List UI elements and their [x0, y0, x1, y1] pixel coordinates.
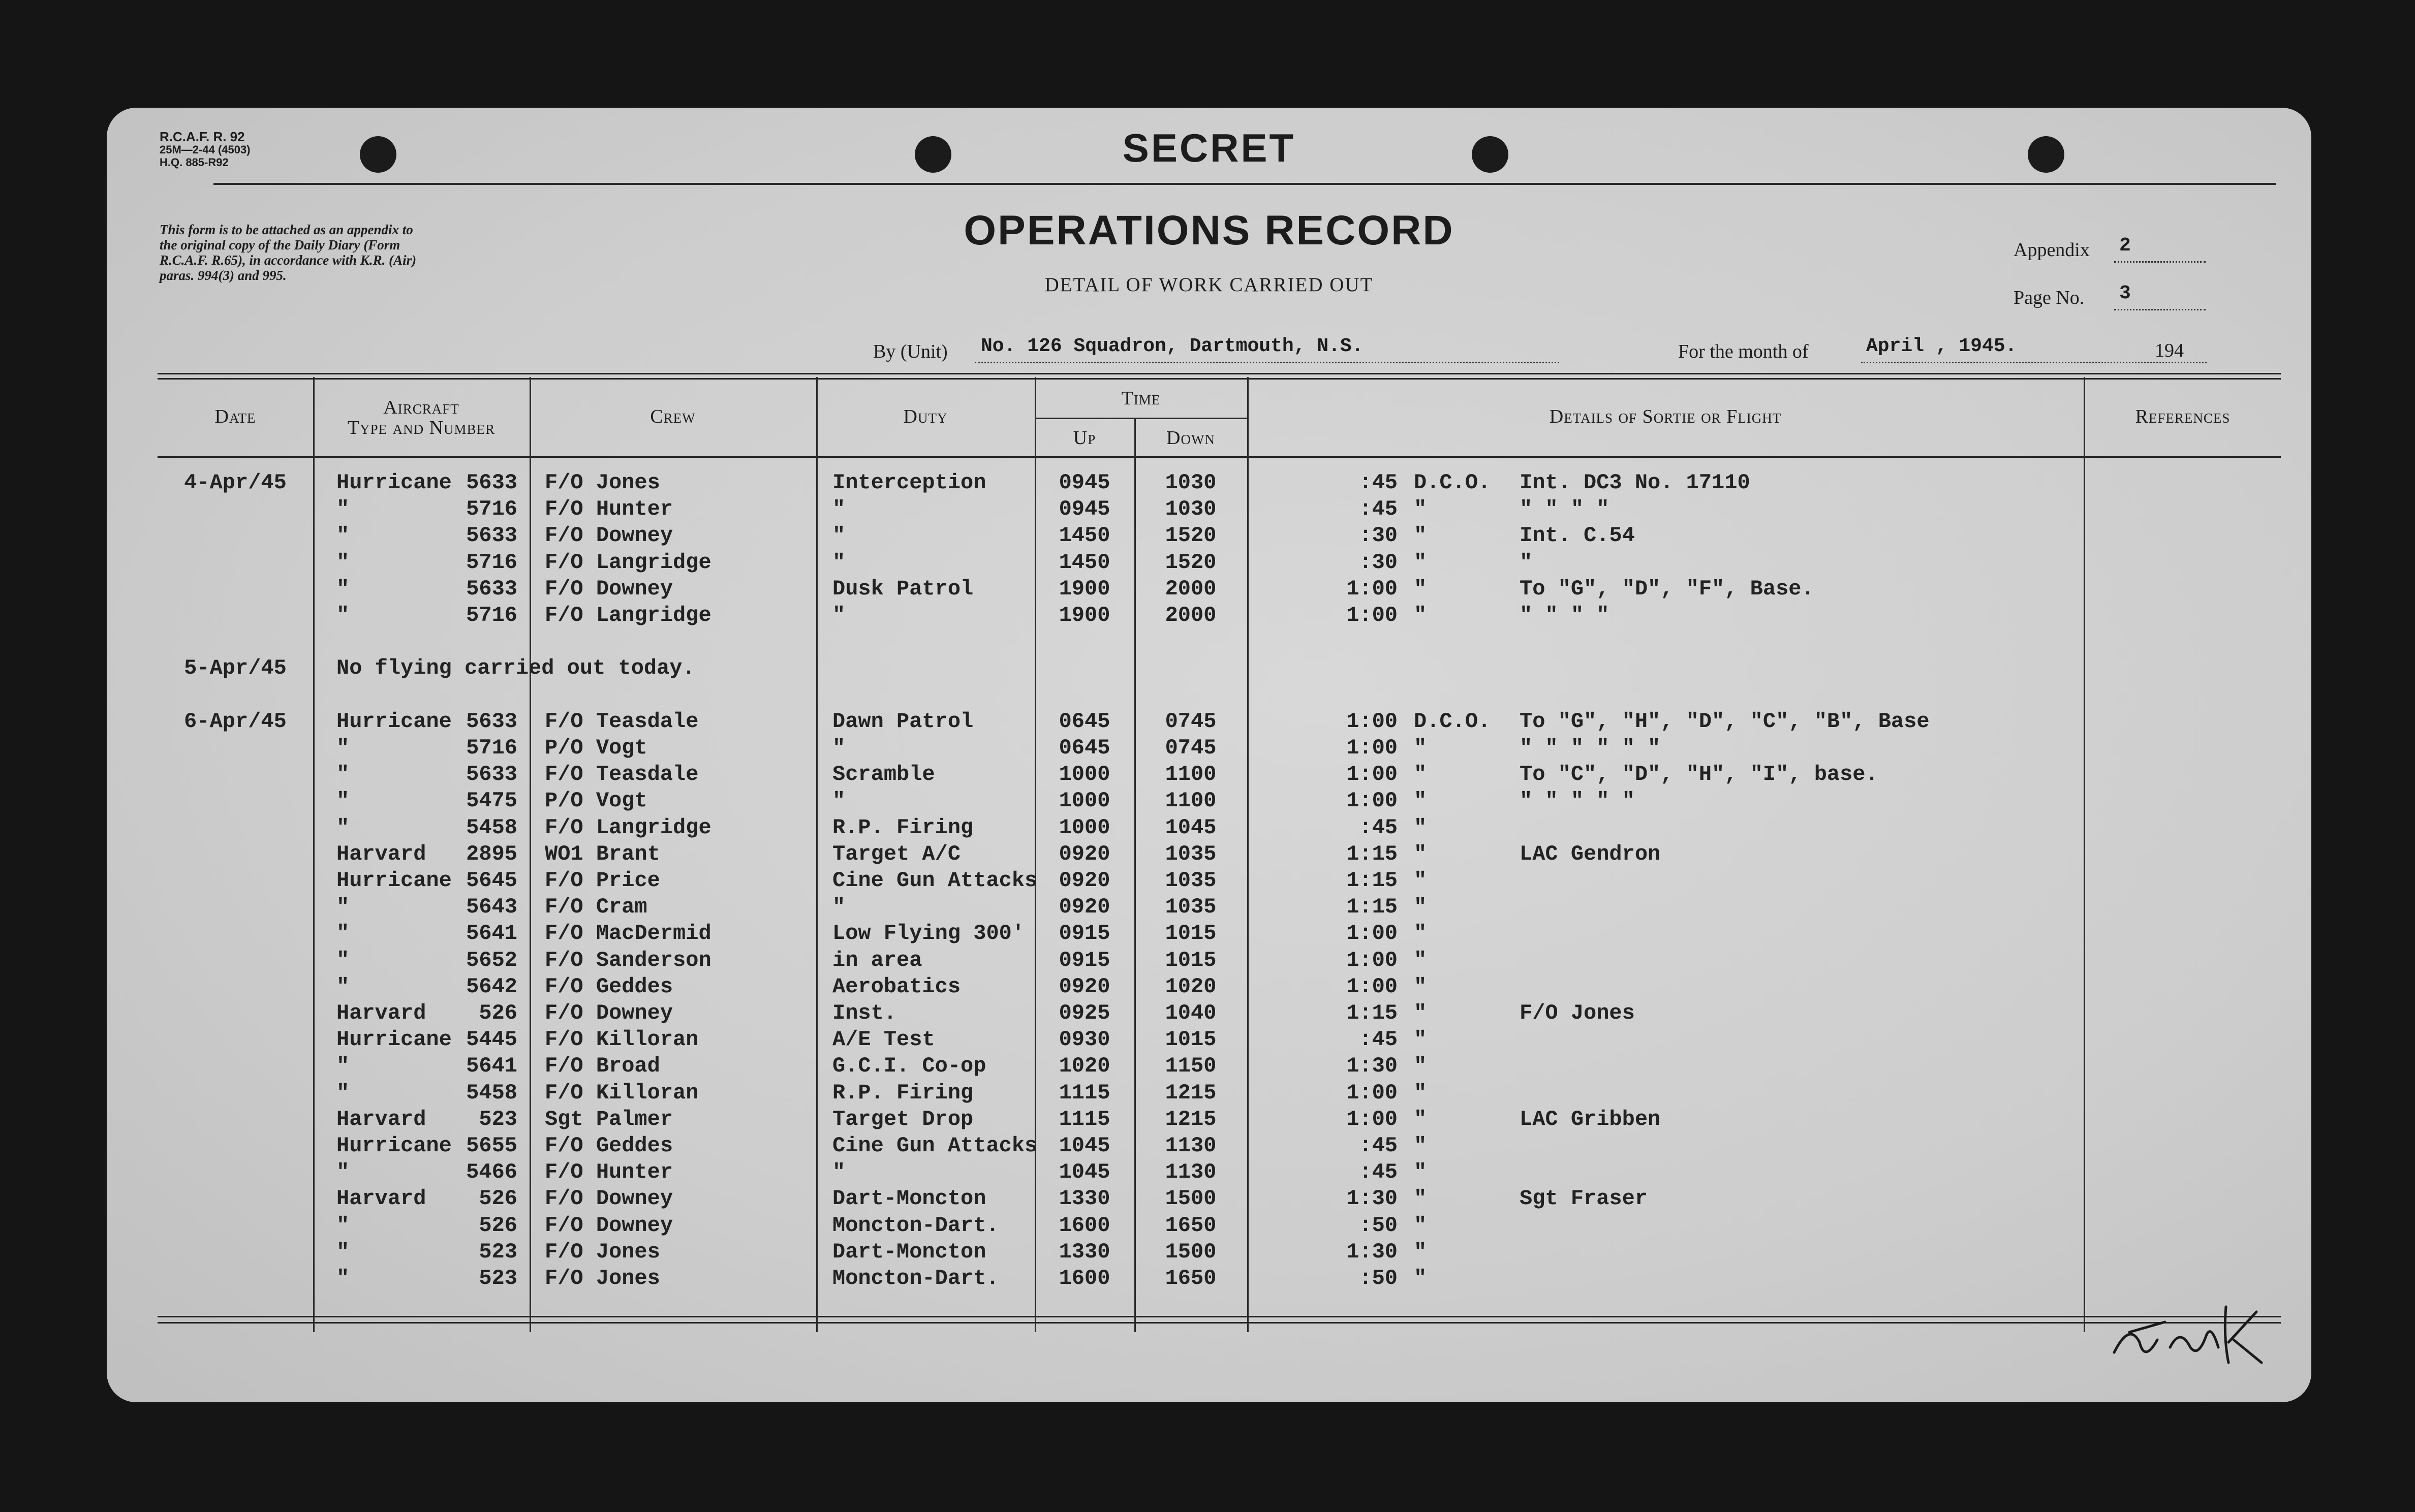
cell-duty: Moncton-Dart. [832, 1266, 999, 1290]
cell-aircraft-number: 5643 [466, 895, 517, 920]
cell-code: " [1414, 1160, 1427, 1185]
cell-aircraft-number: 523 [479, 1239, 517, 1264]
cell-duration: 1:00 [1346, 736, 1398, 760]
cell-code: " [1414, 815, 1427, 840]
cell-time-up: 0930 [1059, 1027, 1110, 1052]
cell-crew: F/O Downey [545, 523, 673, 548]
cell-aircraft-type: " [336, 895, 350, 920]
cell-crew: F/O Killoran [545, 1027, 699, 1052]
cell-crew: P/O Vogt [545, 789, 647, 813]
cell-aircraft-number: 5655 [466, 1133, 517, 1158]
cell-aircraft-number: 526 [479, 1213, 517, 1238]
cell-code: " [1414, 1186, 1427, 1211]
attach-note: This form is to be attached as an appendix to the original copy of the Daily Diary (Form R.C.A.F. R.65), in accordance with K.R. (Air) paras. 994(3) and 995. [160, 222, 417, 283]
cell-time-down: 0745 [1165, 736, 1217, 760]
cell-duty: " [832, 550, 846, 575]
classification-label: SECRET [1122, 125, 1296, 170]
cell-duration: :45 [1359, 497, 1398, 522]
page-no-label: Page No. [2014, 287, 2085, 308]
cell-aircraft-number: 2895 [466, 841, 517, 866]
cell-duty: Inst. [832, 1001, 897, 1025]
cell-code: " [1414, 1213, 1427, 1238]
cell-aircraft-number: 5633 [466, 470, 517, 495]
cell-crew: F/O Broad [545, 1054, 660, 1079]
cell-crew: F/O Langridge [545, 603, 711, 627]
cell-crew: F/O Jones [545, 1239, 660, 1264]
cell-time-up: 1600 [1059, 1213, 1110, 1238]
cell-aircraft-number: 5633 [466, 762, 517, 787]
cell-aircraft-type: " [336, 974, 350, 999]
cell-code: D.C.O. [1414, 470, 1491, 495]
header-time: Time [1121, 388, 1161, 409]
cell-time-down: 1130 [1165, 1160, 1217, 1185]
cell-duty: Target Drop [832, 1107, 974, 1131]
cell-duration: 1:15 [1346, 1001, 1398, 1025]
header-aircraft-line2: Type and Number [347, 417, 496, 438]
cell-time-up: 0915 [1059, 921, 1110, 946]
cell-aircraft-number: 5716 [466, 736, 517, 760]
cell-code: " [1414, 1239, 1427, 1264]
cell-details: F/O Jones [1520, 1001, 1635, 1025]
cell-crew: F/O Teasdale [545, 709, 699, 734]
cell-duty: Dart-Moncton [832, 1186, 986, 1211]
table-bottom-rule [158, 1316, 2281, 1317]
cell-duration: 1:00 [1346, 762, 1398, 787]
cell-code: " [1414, 948, 1427, 972]
cell-time-up: 0920 [1059, 841, 1110, 866]
header-rule [158, 378, 2281, 380]
cell-duration: 1:15 [1346, 841, 1398, 866]
cell-duty: Aerobatics [832, 974, 961, 999]
time-subheader-rule [1035, 418, 1247, 419]
cell-crew: F/O Downey [545, 1213, 673, 1238]
cell-duty: " [832, 1160, 846, 1185]
cell-duty: " [832, 497, 846, 522]
cell-details: To "C", "D", "H", "I", base. [1520, 762, 1878, 787]
cell-details: " [1520, 550, 1533, 575]
cell-duty: " [832, 603, 846, 627]
cell-aircraft-type: Harvard [336, 1186, 426, 1211]
cell-crew: F/O Jones [545, 1266, 660, 1290]
cell-aircraft-number: 5645 [466, 868, 517, 893]
cell-aircraft-type: Hurricane [336, 470, 452, 495]
cell-time-down: 1015 [1165, 921, 1217, 946]
cell-duration: 1:00 [1346, 974, 1398, 999]
cell-details: " " " " " " [1520, 736, 1661, 760]
cell-aircraft-type: " [336, 1213, 350, 1238]
cell-time-up: 1115 [1059, 1080, 1110, 1105]
cell-duty: Scramble [832, 762, 935, 787]
cell-aircraft-number: 523 [479, 1266, 517, 1290]
cell-aircraft-type: Harvard [336, 1107, 426, 1131]
cell-time-down: 1035 [1165, 868, 1217, 893]
cell-date: 4-Apr/45 [184, 470, 287, 495]
cell-duration: :30 [1359, 523, 1398, 548]
cell-aircraft-number: 523 [479, 1107, 517, 1131]
cell-aircraft-type: " [336, 921, 350, 946]
cell-aircraft-type: " [336, 497, 350, 522]
header-date: Date [214, 406, 256, 427]
dotted-line [2114, 261, 2206, 263]
cell-aircraft-type: " [336, 736, 350, 760]
cell-code: " [1414, 974, 1427, 999]
cell-time-down: 1030 [1165, 470, 1217, 495]
top-rule [213, 183, 2276, 185]
cell-time-down: 1035 [1165, 841, 1217, 866]
header-details: Details of Sortie or Flight [1549, 406, 1782, 427]
cell-crew: F/O Geddes [545, 974, 673, 999]
cell-time-down: 1650 [1165, 1266, 1217, 1290]
cell-duty: " [832, 523, 846, 548]
cell-aircraft-type: Hurricane [336, 709, 452, 734]
cell-duty: Dusk Patrol [832, 576, 974, 601]
cell-duty: Low Flying 300' [832, 921, 1025, 946]
header-aircraft [313, 397, 530, 438]
cell-duty: R.P. Firing [832, 1080, 974, 1105]
cell-time-down: 1100 [1165, 789, 1217, 813]
cell-details: " " " " [1520, 603, 1609, 627]
print-line: 25M—2-44 (4503) [160, 143, 251, 156]
cell-aircraft-type: " [336, 1160, 350, 1185]
cell-time-down: 1520 [1165, 523, 1217, 548]
cell-code: " [1414, 523, 1427, 548]
cell-code: " [1414, 1133, 1427, 1158]
cell-aircraft-number: 5716 [466, 603, 517, 627]
form-number: R.C.A.F. R. 92 [160, 129, 245, 144]
cell-time-down: 1030 [1165, 497, 1217, 522]
cell-duration: 1:00 [1346, 948, 1398, 972]
cell-details: Sgt Fraser [1520, 1186, 1648, 1211]
cell-time-up: 0920 [1059, 895, 1110, 920]
cell-time-up: 1900 [1059, 603, 1110, 627]
cell-code: D.C.O. [1414, 709, 1491, 734]
cell-aircraft-number: 5716 [466, 550, 517, 575]
cell-crew: F/O Geddes [545, 1133, 673, 1158]
cell-crew: F/O Killoran [545, 1080, 699, 1105]
cell-time-up: 1450 [1059, 550, 1110, 575]
cell-aircraft-type: " [336, 550, 350, 575]
cell-duration: 1:00 [1346, 709, 1398, 734]
cell-aircraft-number: 5633 [466, 709, 517, 734]
cell-aircraft-type: " [336, 1080, 350, 1105]
cell-duty: Cine Gun Attacks [832, 868, 1038, 893]
cell-code: " [1414, 921, 1427, 946]
cell-time-down: 1035 [1165, 895, 1217, 920]
cell-crew: F/O Cram [545, 895, 647, 920]
cell-time-up: 0925 [1059, 1001, 1110, 1025]
cell-time-down: 1500 [1165, 1239, 1217, 1264]
appendix-label: Appendix [2014, 239, 2090, 261]
cell-code: " [1414, 895, 1427, 920]
cell-time-up: 1045 [1059, 1160, 1110, 1185]
cell-duration: 1:15 [1346, 868, 1398, 893]
cell-details: " " " " " [1520, 789, 1635, 813]
cell-time-down: 1020 [1165, 974, 1217, 999]
cell-aircraft-number: 5641 [466, 1054, 517, 1079]
cell-duration: 1:00 [1346, 1107, 1398, 1131]
cell-duty: R.P. Firing [832, 815, 974, 840]
cell-duration: 1:00 [1346, 603, 1398, 627]
cell-crew: F/O Hunter [545, 1160, 673, 1185]
year-suffix: 194 [2155, 340, 2184, 361]
cell-code: " [1414, 497, 1427, 522]
cell-duty: A/E Test [832, 1027, 935, 1052]
cell-code: " [1414, 762, 1427, 787]
cell-code: " [1414, 576, 1427, 601]
column-divider [313, 377, 315, 1332]
cell-time-down: 1650 [1165, 1213, 1217, 1238]
cell-crew: F/O Price [545, 868, 660, 893]
cell-time-down: 1520 [1165, 550, 1217, 575]
cell-time-up: 1600 [1059, 1266, 1110, 1290]
cell-aircraft-type: " [336, 948, 350, 972]
cell-date: 6-Apr/45 [184, 709, 287, 734]
cell-time-down: 0745 [1165, 709, 1217, 734]
cell-code: " [1414, 550, 1427, 575]
page-title: OPERATIONS RECORD [964, 207, 1454, 254]
cell-duty: Cine Gun Attacks [832, 1133, 1038, 1158]
dotted-line [1861, 362, 2207, 363]
cell-details: LAC Gendron [1520, 841, 1661, 866]
cell-time-up: 0645 [1059, 709, 1110, 734]
header-crew: Crew [650, 406, 696, 427]
cell-duration: 1:30 [1346, 1239, 1398, 1264]
cell-crew: F/O Langridge [545, 550, 711, 575]
cell-crew: F/O Jones [545, 470, 660, 495]
cell-details: Int. DC3 No. 17110 [1520, 470, 1750, 495]
cell-time-down: 1040 [1165, 1001, 1217, 1025]
cell-code: " [1414, 1266, 1427, 1290]
cell-time-down: 1015 [1165, 1027, 1217, 1052]
cell-aircraft-number: 5458 [466, 1080, 517, 1105]
cell-time-up: 1020 [1059, 1054, 1110, 1079]
header-time-up: Up [1073, 427, 1096, 449]
cell-details: To "G", "D", "F", Base. [1520, 576, 1814, 601]
cell-duration: 1:00 [1346, 921, 1398, 946]
cell-code: " [1414, 603, 1427, 627]
cell-duration: :45 [1359, 1160, 1398, 1185]
cell-aircraft-type: Harvard [336, 1001, 426, 1025]
cell-aircraft-number: 5458 [466, 815, 517, 840]
cell-crew: Sgt Palmer [545, 1107, 673, 1131]
page-subtitle: DETAIL OF WORK CARRIED OUT [1044, 274, 1374, 296]
cell-duty: in area [832, 948, 922, 972]
cell-crew: P/O Vogt [545, 736, 647, 760]
cell-aircraft-number: 5642 [466, 974, 517, 999]
cell-aircraft-number: 5445 [466, 1027, 517, 1052]
cell-aircraft-type: " [336, 523, 350, 548]
unit-value: No. 126 Squadron, Dartmouth, N.S. [981, 335, 1364, 357]
cell-code: " [1414, 1001, 1427, 1025]
cell-duration: :50 [1359, 1213, 1398, 1238]
cell-aircraft-type: Harvard [336, 841, 426, 866]
column-divider [816, 377, 818, 1332]
cell-aircraft-number: 5466 [466, 1160, 517, 1185]
signature-mark [2109, 1292, 2272, 1368]
appendix-value: 2 [2119, 235, 2131, 257]
cell-aircraft-number: 5633 [466, 576, 517, 601]
cell-time-up: 1000 [1059, 762, 1110, 787]
page-no-value: 3 [2119, 282, 2131, 304]
cell-crew: F/O Sanderson [545, 948, 711, 972]
cell-aircraft-type: Hurricane [336, 868, 452, 893]
header-time-down: Down [1166, 427, 1215, 449]
cell-aircraft-type: " [336, 762, 350, 787]
cell-time-up: 1000 [1059, 789, 1110, 813]
cell-crew: F/O Downey [545, 1001, 673, 1025]
cell-code: " [1414, 1054, 1427, 1079]
cell-details: To "G", "H", "D", "C", "B", Base [1520, 709, 1930, 734]
cell-duration: 1:00 [1346, 789, 1398, 813]
cell-time-up: 1900 [1059, 576, 1110, 601]
cell-details: LAC Gribben [1520, 1107, 1661, 1131]
cell-time-down: 1130 [1165, 1133, 1217, 1158]
cell-crew: WO1 Brant [545, 841, 660, 866]
cell-time-up: 0645 [1059, 736, 1110, 760]
header-aircraft-line1: Aircraft [383, 397, 459, 418]
cell-code: " [1414, 868, 1427, 893]
cell-aircraft-type: " [336, 1266, 350, 1290]
cell-aircraft-type: No flying carried out today. [336, 656, 695, 681]
cell-duty: Dart-Moncton [832, 1239, 986, 1264]
cell-duty: Dawn Patrol [832, 709, 974, 734]
cell-aircraft-number: 5716 [466, 497, 517, 522]
cell-duration: 1:00 [1346, 1080, 1398, 1105]
cell-details: " " " " [1520, 497, 1609, 522]
cell-time-down: 1150 [1165, 1054, 1217, 1079]
dotted-line [2114, 309, 2206, 310]
table-bottom-rule [158, 1322, 2281, 1324]
cell-duration: 1:15 [1346, 895, 1398, 920]
header-bottom-rule [158, 456, 2281, 458]
cell-aircraft-number: 526 [479, 1186, 517, 1211]
cell-duration: :45 [1359, 470, 1398, 495]
column-divider [2084, 377, 2085, 1332]
cell-code: " [1414, 1107, 1427, 1131]
cell-time-up: 1045 [1059, 1133, 1110, 1158]
cell-duty: " [832, 895, 846, 920]
cell-time-up: 1450 [1059, 523, 1110, 548]
unit-label: By (Unit) [873, 341, 948, 362]
cell-time-down: 1045 [1165, 815, 1217, 840]
cell-time-up: 0915 [1059, 948, 1110, 972]
dotted-line [975, 362, 1559, 363]
cell-time-down: 2000 [1165, 603, 1217, 627]
cell-time-up: 0920 [1059, 974, 1110, 999]
cell-aircraft-number: 526 [479, 1001, 517, 1025]
operations-record-card [107, 108, 2311, 1402]
cell-aircraft-type: Hurricane [336, 1133, 452, 1158]
cell-code: " [1414, 1080, 1427, 1105]
print-line: H.Q. 885-R92 [160, 156, 229, 169]
cell-aircraft-type: " [336, 576, 350, 601]
cell-duration: :30 [1359, 550, 1398, 575]
cell-time-up: 1115 [1059, 1107, 1110, 1131]
cell-duty: Moncton-Dart. [832, 1213, 999, 1238]
cell-duty: " [832, 736, 846, 760]
cell-duration: :50 [1359, 1266, 1398, 1290]
cell-aircraft-number: 5652 [466, 948, 517, 972]
cell-aircraft-type: " [336, 815, 350, 840]
cell-aircraft-type: Hurricane [336, 1027, 452, 1052]
cell-aircraft-type: " [336, 1239, 350, 1264]
cell-time-down: 1500 [1165, 1186, 1217, 1211]
cell-crew: F/O Teasdale [545, 762, 699, 787]
cell-code: " [1414, 841, 1427, 866]
cell-duration: :45 [1359, 1027, 1398, 1052]
cell-time-up: 1330 [1059, 1239, 1110, 1264]
cell-aircraft-number: 5633 [466, 523, 517, 548]
cell-aircraft-type: " [336, 789, 350, 813]
column-divider [530, 377, 531, 1332]
cell-date: 5-Apr/45 [184, 656, 287, 681]
cell-duty: Interception [832, 470, 986, 495]
cell-crew: F/O Downey [545, 1186, 673, 1211]
cell-code: " [1414, 789, 1427, 813]
cell-code: " [1414, 736, 1427, 760]
header-references: References [2135, 406, 2231, 427]
cell-duration: 1:30 [1346, 1186, 1398, 1211]
cell-time-up: 0945 [1059, 497, 1110, 522]
cell-time-up: 0920 [1059, 868, 1110, 893]
cell-aircraft-number: 5475 [466, 789, 517, 813]
cell-duty: " [832, 789, 846, 813]
cell-crew: F/O Langridge [545, 815, 711, 840]
cell-aircraft-type: " [336, 603, 350, 627]
cell-time-up: 1330 [1059, 1186, 1110, 1211]
cell-time-down: 2000 [1165, 576, 1217, 601]
cell-details: Int. C.54 [1520, 523, 1635, 548]
cell-time-down: 1215 [1165, 1107, 1217, 1131]
month-value: April , 1945. [1866, 335, 2017, 357]
cell-duration: :45 [1359, 815, 1398, 840]
cell-time-down: 1100 [1165, 762, 1217, 787]
column-divider [1247, 377, 1249, 1332]
cell-aircraft-type: " [336, 1054, 350, 1079]
cell-code: " [1414, 1027, 1427, 1052]
cell-crew: F/O Downey [545, 576, 673, 601]
cell-aircraft-number: 5641 [466, 921, 517, 946]
cell-time-up: 0945 [1059, 470, 1110, 495]
header-duty: Duty [903, 406, 948, 427]
cell-time-up: 1000 [1059, 815, 1110, 840]
cell-duration: 1:00 [1346, 576, 1398, 601]
cell-duty: G.C.I. Co-op [832, 1054, 986, 1079]
cell-time-down: 1215 [1165, 1080, 1217, 1105]
cell-time-down: 1015 [1165, 948, 1217, 972]
cell-duration: :45 [1359, 1133, 1398, 1158]
cell-duty: Target A/C [832, 841, 961, 866]
cell-crew: F/O MacDermid [545, 921, 711, 946]
header-rule [158, 373, 2281, 374]
cell-duration: 1:30 [1346, 1054, 1398, 1079]
cell-crew: F/O Hunter [545, 497, 673, 522]
month-label: For the month of [1678, 341, 1809, 362]
